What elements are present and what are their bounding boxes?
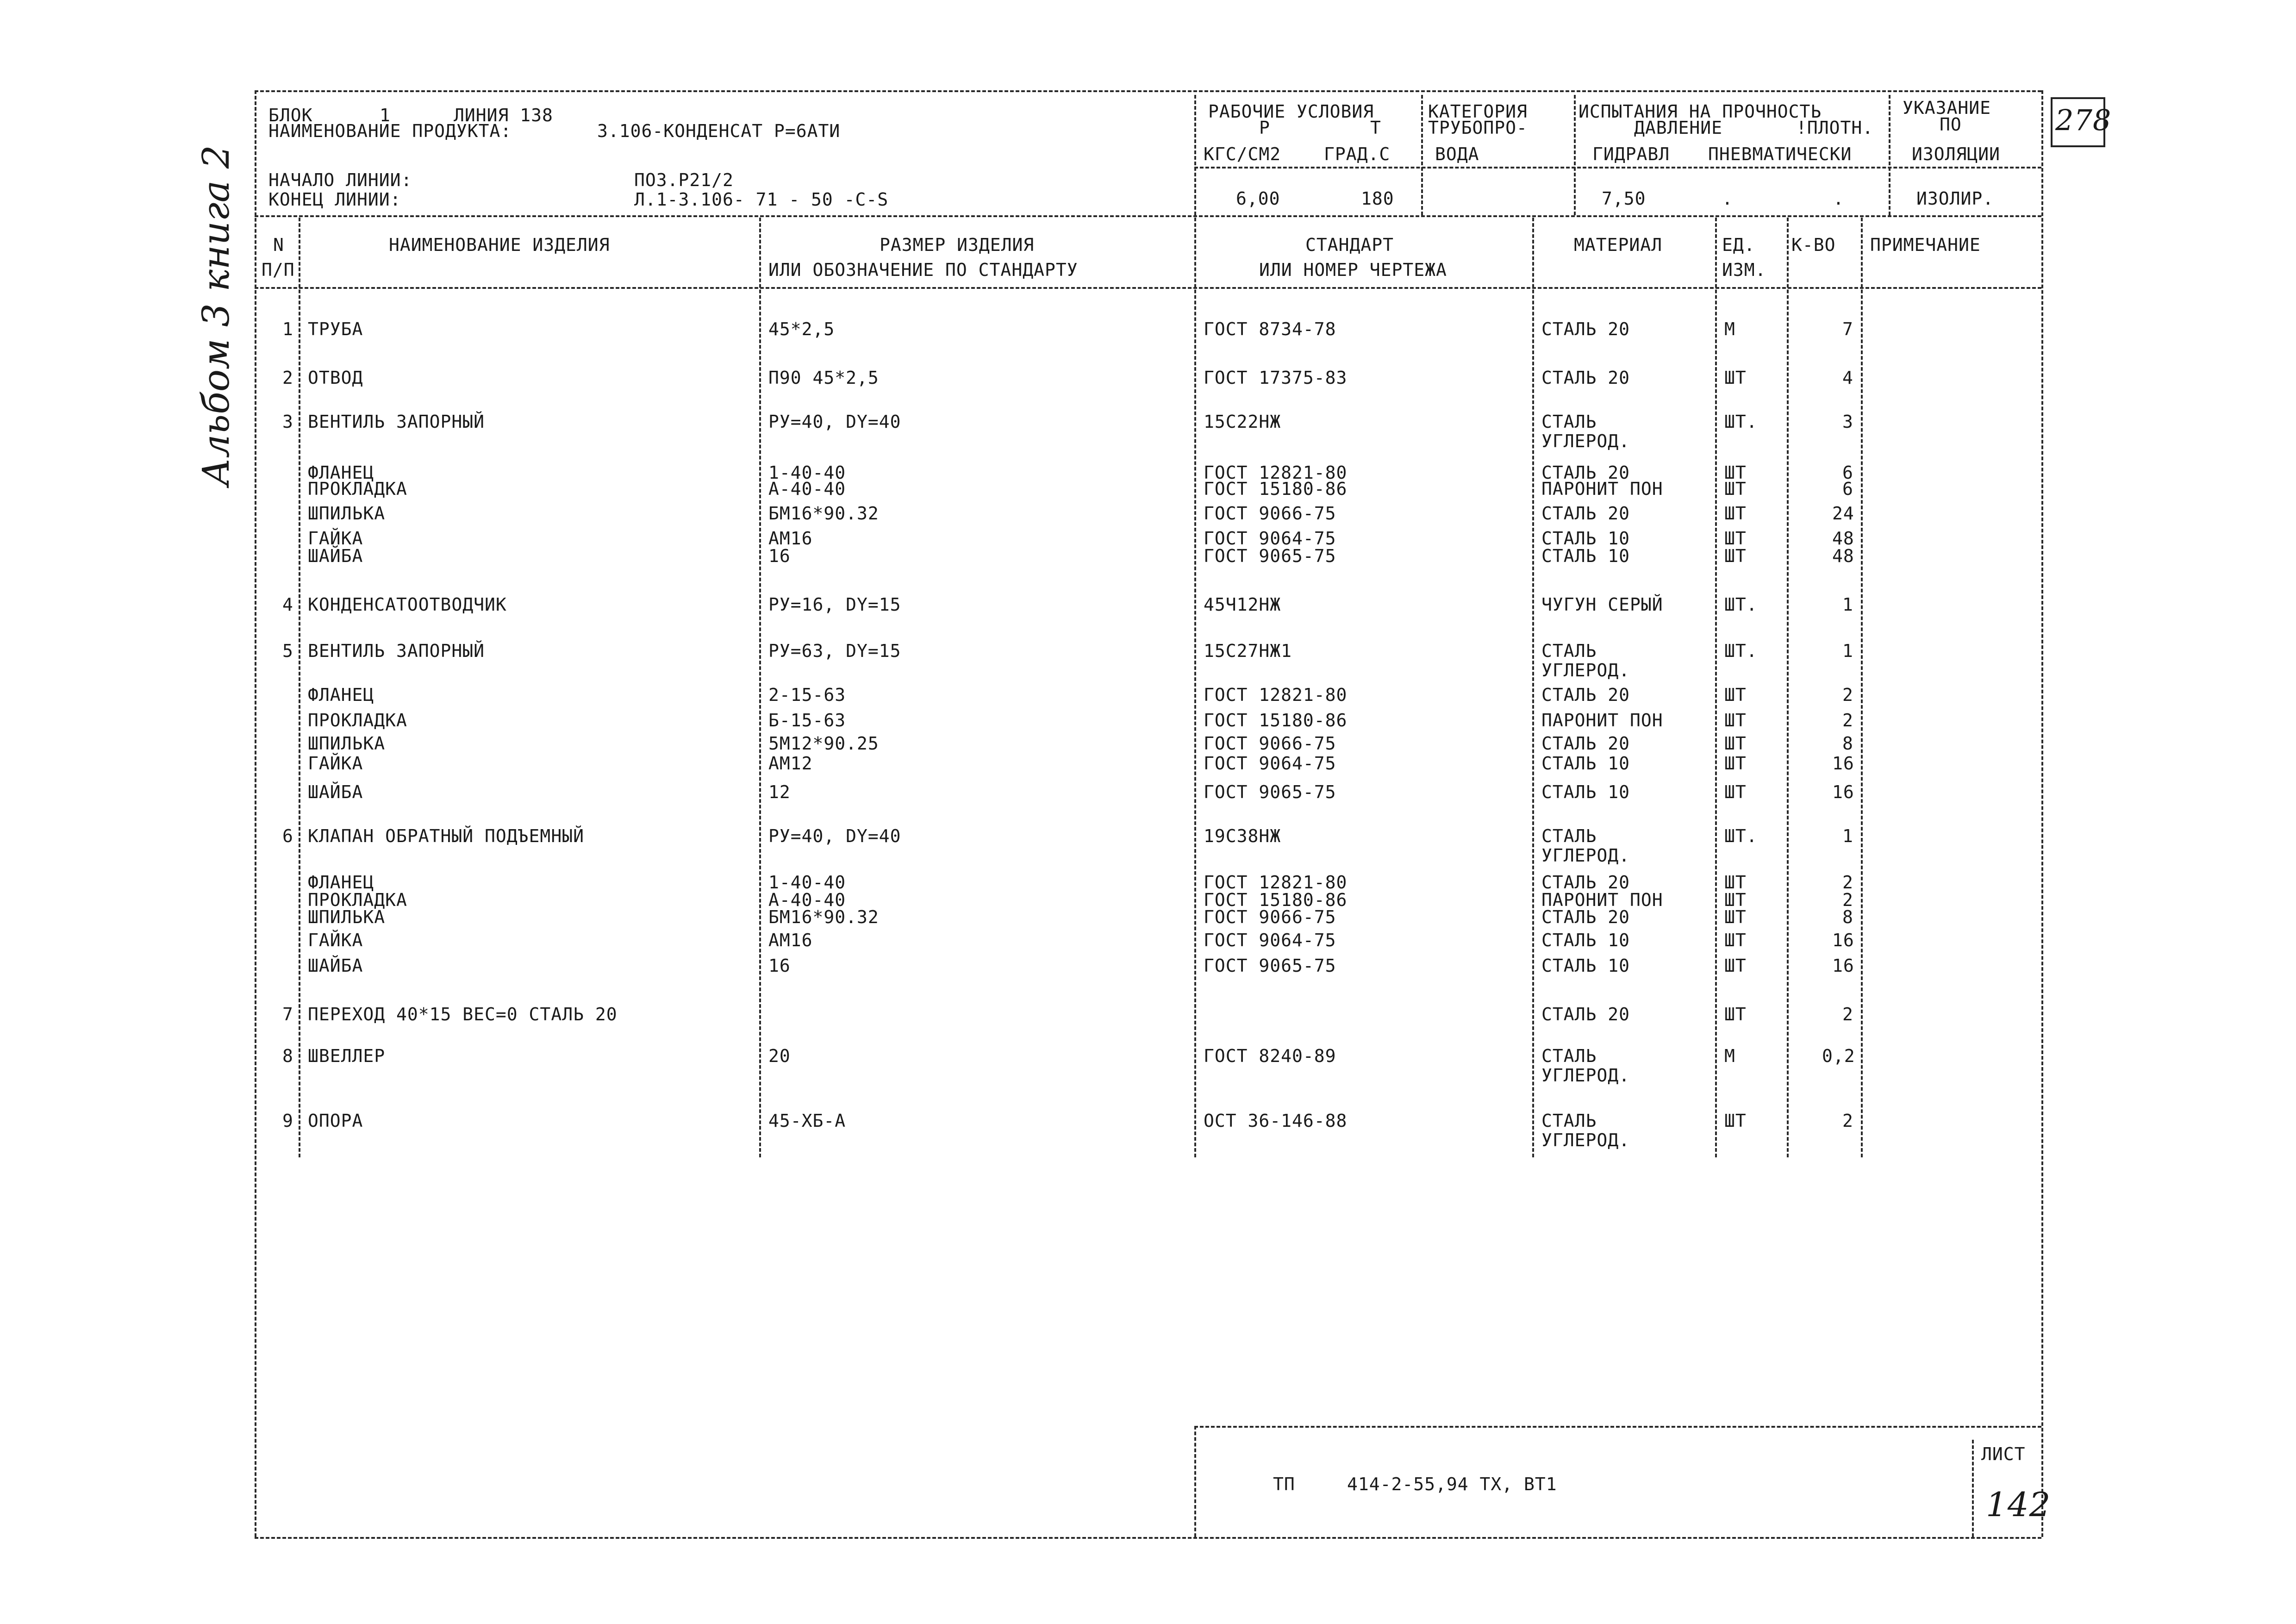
row-num: 6 xyxy=(282,826,293,846)
header-sep-4 xyxy=(1889,95,1890,215)
col-qty: К-ВО xyxy=(1791,235,1836,255)
row-size: Б-15-63 xyxy=(768,710,846,731)
col-num-1: N xyxy=(273,235,284,255)
col-sep-num xyxy=(299,218,300,1157)
row-standard: ГОСТ 9066-75 xyxy=(1204,503,1336,524)
p-value: 6,00 xyxy=(1236,188,1280,209)
product-value: 3.106-КОНДЕНСАТ Р=6АТИ xyxy=(597,121,841,141)
row-unit: ШТ. xyxy=(1724,594,1758,615)
row-standard: ОСТ 36-146-88 xyxy=(1204,1111,1348,1131)
row-name: ТРУБА xyxy=(308,319,363,339)
row-standard: ГОСТ 9066-75 xyxy=(1204,907,1336,927)
row-num: 5 xyxy=(282,641,293,661)
row-size: БМ16*90.32 xyxy=(768,503,879,524)
row-unit: ШТ xyxy=(1724,907,1747,927)
title-block-sheet-sep xyxy=(1972,1440,1974,1537)
row-name: ОТВОД xyxy=(308,368,363,388)
row-standard: 19С38НЖ xyxy=(1204,826,1281,846)
col-note: ПРИМЕЧАНИЕ xyxy=(1870,235,1981,255)
row-standard: ГОСТ 9064-75 xyxy=(1204,753,1336,774)
row-standard: ГОСТ 9064-75 xyxy=(1204,930,1336,950)
row-num: 8 xyxy=(282,1046,293,1066)
row-material: СТАЛЬ 10 xyxy=(1541,528,1630,549)
row-unit: ШТ xyxy=(1724,753,1747,774)
row-num: 7 xyxy=(282,1004,293,1024)
row-name: ШАЙБА xyxy=(308,782,363,802)
row-unit: ШТ xyxy=(1724,872,1747,893)
insul-3: ИЗОЛЯЦИИ xyxy=(1912,144,2001,164)
row-material: СТАЛЬ 20 xyxy=(1541,462,1630,483)
row-name: ШАЙБА xyxy=(308,956,363,976)
row-size: 1-40-40 xyxy=(768,462,846,483)
row-qty: 6 xyxy=(1842,462,1853,483)
row-size: АМ16 xyxy=(768,930,813,950)
col-sep-unit xyxy=(1787,218,1789,1157)
row-size: А-40-40 xyxy=(768,890,846,910)
row-size: РУ=63, DY=15 xyxy=(768,641,901,661)
row-standard: ГОСТ 17375-83 xyxy=(1204,368,1348,388)
line-label: ЛИНИЯ 138 xyxy=(454,105,553,125)
row-size: 45-ХБ-А xyxy=(768,1111,846,1131)
row-qty: 16 xyxy=(1832,782,1854,802)
row-qty: 1 xyxy=(1842,641,1853,661)
row-name: КОНДЕНСАТООТВОДЧИК xyxy=(308,594,507,615)
row-unit: ШТ xyxy=(1724,546,1747,566)
row-qty: 0,2 xyxy=(1822,1046,1855,1066)
row-unit: ШТ xyxy=(1724,782,1747,802)
col-sep-qty xyxy=(1861,218,1863,1157)
row-num: 9 xyxy=(282,1111,293,1131)
row-material: СТАЛЬ 10 xyxy=(1541,956,1630,976)
row-name: ФЛАНЕЦ xyxy=(308,462,374,483)
row-qty: 3 xyxy=(1842,412,1853,432)
row-qty: 24 xyxy=(1832,503,1854,524)
row-qty: 16 xyxy=(1832,753,1854,774)
title-block-left xyxy=(1194,1426,1196,1537)
row-material: ЧУГУН СЕРЫЙ xyxy=(1541,594,1663,615)
row-name: ШАЙБА xyxy=(308,546,363,566)
row-qty: 16 xyxy=(1832,930,1854,950)
row-name: ШВЕЛЛЕР xyxy=(308,1046,386,1066)
row-qty: 2 xyxy=(1842,710,1853,731)
row-material-2: УГЛЕРОД. xyxy=(1541,845,1630,866)
row-name: ПЕРЕХОД 40*15 ВЕС=0 СТАЛЬ 20 xyxy=(308,1004,618,1024)
col-sep-name xyxy=(759,218,761,1157)
row-name: ШПИЛЬКА xyxy=(308,503,386,524)
row-num: 3 xyxy=(282,412,293,432)
row-material: СТАЛЬ 10 xyxy=(1541,753,1630,774)
p-unit: КГС/СМ2 xyxy=(1204,144,1281,164)
row-size: РУ=40, DY=40 xyxy=(768,826,901,846)
row-material: СТАЛЬ 20 xyxy=(1541,872,1630,893)
test-density: !ПЛОТН. xyxy=(1796,118,1874,138)
row-unit: М xyxy=(1724,319,1735,339)
row-num: 1 xyxy=(282,319,293,339)
start-value: ПОЗ.Р21/2 xyxy=(634,170,734,190)
title-block-line xyxy=(1194,1426,2041,1428)
row-size: 12 xyxy=(768,782,791,802)
row-size: БМ16*90.32 xyxy=(768,907,879,927)
row-standard: 15С22НЖ xyxy=(1204,412,1281,432)
insul-1: УКАЗАНИЕ xyxy=(1903,98,1991,118)
row-size: А-40-40 xyxy=(768,479,846,499)
row-material: СТАЛЬ xyxy=(1541,1046,1597,1066)
row-unit: ШТ xyxy=(1724,710,1747,731)
p-label: Р xyxy=(1259,118,1270,138)
col-size-1: РАЗМЕР ИЗДЕЛИЯ xyxy=(880,235,1035,255)
test-density-value: . xyxy=(1833,188,1844,209)
end-label: КОНЕЦ ЛИНИИ: xyxy=(268,189,401,210)
frame-right-line xyxy=(2041,90,2043,1537)
row-unit: ШТ xyxy=(1724,528,1747,549)
row-qty: 48 xyxy=(1832,528,1854,549)
row-standard: 45Ч12НЖ xyxy=(1204,594,1281,615)
doc-prefix: ТП xyxy=(1273,1474,1295,1494)
row-material: СТАЛЬ 20 xyxy=(1541,503,1630,524)
row-standard: ГОСТ 9065-75 xyxy=(1204,546,1336,566)
row-qty: 8 xyxy=(1842,733,1853,754)
col-std-1: СТАНДАРТ xyxy=(1305,235,1394,255)
doc-code: 414-2-55,94 ТХ, ВТ1 xyxy=(1347,1474,1557,1494)
row-unit: ШТ. xyxy=(1724,641,1758,661)
row-name: ШПИЛЬКА xyxy=(308,733,386,754)
category-1: КАТЕГОРИЯ xyxy=(1428,101,1528,122)
row-material-2: УГЛЕРОД. xyxy=(1541,1130,1630,1150)
row-name: ГАЙКА xyxy=(308,930,363,950)
row-qty: 2 xyxy=(1842,685,1853,705)
row-size: П90 45*2,5 xyxy=(768,368,879,388)
row-size: 16 xyxy=(768,546,791,566)
test-pressure: ДАВЛЕНИЕ xyxy=(1634,118,1723,138)
row-unit: М xyxy=(1724,1046,1735,1066)
row-qty: 2 xyxy=(1842,872,1853,893)
row-unit: ШТ xyxy=(1724,733,1747,754)
test-hydro-value: 7,50 xyxy=(1602,188,1646,209)
header-sep-2 xyxy=(1421,95,1423,215)
row-qty: 2 xyxy=(1842,1004,1853,1024)
row-standard: ГОСТ 12821-80 xyxy=(1204,462,1348,483)
block-sep: 1 xyxy=(380,105,391,125)
side-note: Альбом 3 книга 2 xyxy=(194,145,237,486)
row-name: ПРОКЛАДКА xyxy=(308,890,407,910)
header-bottom-line xyxy=(255,215,2041,217)
row-qty: 16 xyxy=(1832,956,1854,976)
frame-left-line xyxy=(255,90,256,1537)
row-qty: 48 xyxy=(1832,546,1854,566)
sheet-number: 142 xyxy=(1986,1485,2051,1524)
work-conditions: РАБОЧИЕ УСЛОВИЯ xyxy=(1208,101,1374,122)
col-material: МАТЕРИАЛ xyxy=(1574,235,1663,255)
row-material-2: УГЛЕРОД. xyxy=(1541,1065,1630,1086)
row-standard: ГОСТ 15180-86 xyxy=(1204,479,1348,499)
row-size: 45*2,5 xyxy=(768,319,835,339)
col-num-2: П/П xyxy=(262,260,295,280)
row-size: 2-15-63 xyxy=(768,685,846,705)
row-material: СТАЛЬ 10 xyxy=(1541,546,1630,566)
row-unit: ШТ xyxy=(1724,1004,1747,1024)
row-standard: 15С27НЖ1 xyxy=(1204,641,1292,661)
row-num: 4 xyxy=(282,594,293,615)
row-num: 2 xyxy=(282,368,293,388)
row-material: ПАРОНИТ ПОН xyxy=(1541,710,1663,731)
insul-2: ПО xyxy=(1940,114,1962,135)
row-name: ГАЙКА xyxy=(308,528,363,549)
row-name: ВЕНТИЛЬ ЗАПОРНЫЙ xyxy=(308,641,485,661)
block-label: БЛОК xyxy=(268,105,313,125)
row-standard: ГОСТ 9065-75 xyxy=(1204,956,1336,976)
row-name: ФЛАНЕЦ xyxy=(308,872,374,893)
row-standard: ГОСТ 15180-86 xyxy=(1204,890,1348,910)
row-unit: ШТ. xyxy=(1724,412,1758,432)
row-material-2: УГЛЕРОД. xyxy=(1541,431,1630,451)
row-material: СТАЛЬ xyxy=(1541,1111,1597,1131)
col-unit-2: ИЗМ. xyxy=(1722,260,1766,280)
row-standard: ГОСТ 9065-75 xyxy=(1204,782,1336,802)
test-pneumo: ПНЕВМАТИЧЕСКИ xyxy=(1708,144,1852,164)
row-material: СТАЛЬ 20 xyxy=(1541,685,1630,705)
test-hydro: ГИДРАВЛ xyxy=(1592,144,1670,164)
header-sep-3 xyxy=(1574,95,1576,215)
row-qty: 6 xyxy=(1842,479,1853,499)
row-unit: ШТ xyxy=(1724,1111,1747,1131)
columns-bottom-line xyxy=(255,287,2041,289)
row-standard: ГОСТ 12821-80 xyxy=(1204,872,1348,893)
row-material: СТАЛЬ 20 xyxy=(1541,1004,1630,1024)
category-3: ВОДА xyxy=(1435,144,1479,164)
row-size: АМ12 xyxy=(768,753,813,774)
row-qty: 1 xyxy=(1842,826,1853,846)
col-sep-size xyxy=(1194,218,1196,1157)
row-material-2: УГЛЕРОД. xyxy=(1541,660,1630,681)
col-sep-std xyxy=(1532,218,1534,1157)
row-unit: ШТ. xyxy=(1724,826,1758,846)
test-title: ИСПЫТАНИЯ НА ПРОЧНОСТЬ xyxy=(1578,101,1822,122)
frame-bottom-line xyxy=(255,1537,2041,1539)
insul-value: ИЗОЛИР. xyxy=(1916,188,1994,209)
t-label: Т xyxy=(1370,118,1381,138)
row-qty: 7 xyxy=(1842,319,1853,339)
row-material: СТАЛЬ xyxy=(1541,412,1597,432)
row-material: СТАЛЬ 20 xyxy=(1541,368,1630,388)
row-qty: 1 xyxy=(1842,594,1853,615)
row-unit: ШТ xyxy=(1724,479,1747,499)
row-name: ВЕНТИЛЬ ЗАПОРНЫЙ xyxy=(308,412,485,432)
row-standard: ГОСТ 12821-80 xyxy=(1204,685,1348,705)
row-qty: 2 xyxy=(1842,1111,1853,1131)
row-standard: ГОСТ 8734-78 xyxy=(1204,319,1336,339)
row-material: СТАЛЬ xyxy=(1541,826,1597,846)
row-name: ГАЙКА xyxy=(308,753,363,774)
row-material: СТАЛЬ 10 xyxy=(1541,930,1630,950)
row-size: 20 xyxy=(768,1046,791,1066)
row-name: ПРОКЛАДКА xyxy=(308,479,407,499)
row-unit: ШТ xyxy=(1724,462,1747,483)
row-unit: ШТ xyxy=(1724,503,1747,524)
row-material: ПАРОНИТ ПОН xyxy=(1541,479,1663,499)
category-2: ТРУБОПРО- xyxy=(1428,118,1528,138)
t-unit: ГРАД.С xyxy=(1324,144,1391,164)
row-name: ОПОРА xyxy=(308,1111,363,1131)
sheet-label: ЛИСТ xyxy=(1981,1444,2026,1464)
row-name: ПРОКЛАДКА xyxy=(308,710,407,731)
row-unit: ШТ xyxy=(1724,685,1747,705)
col-std-2: ИЛИ НОМЕР ЧЕРТЕЖА xyxy=(1259,260,1447,280)
test-pneumo-value: . xyxy=(1722,188,1733,209)
row-name: ФЛАНЕЦ xyxy=(308,685,374,705)
row-name: КЛАПАН ОБРАТНЫЙ ПОДЪЕМНЫЙ xyxy=(308,826,584,846)
row-size: 5М12*90.25 xyxy=(768,733,879,754)
row-material: СТАЛЬ 20 xyxy=(1541,907,1630,927)
header-conditions-line xyxy=(1194,167,2041,169)
row-size: РУ=40, DY=40 xyxy=(768,412,901,432)
product-label: НАИМЕНОВАНИЕ ПРОДУКТА: xyxy=(268,121,512,141)
row-size: РУ=16, DY=15 xyxy=(768,594,901,615)
row-material: СТАЛЬ 20 xyxy=(1541,319,1630,339)
row-unit: ШТ xyxy=(1724,368,1747,388)
start-label: НАЧАЛО ЛИНИИ: xyxy=(268,170,412,190)
row-material: СТАЛЬ 10 xyxy=(1541,782,1630,802)
row-material: СТАЛЬ xyxy=(1541,641,1597,661)
row-standard: ГОСТ 8240-89 xyxy=(1204,1046,1336,1066)
row-size: АМ16 xyxy=(768,528,813,549)
col-unit-1: ЕД. xyxy=(1722,235,1755,255)
row-qty: 8 xyxy=(1842,907,1853,927)
t-value: 180 xyxy=(1361,188,1394,209)
row-standard: ГОСТ 9064-75 xyxy=(1204,528,1336,549)
row-name: ШПИЛЬКА xyxy=(308,907,386,927)
row-unit: ШТ xyxy=(1724,930,1747,950)
row-size: 16 xyxy=(768,956,791,976)
row-unit: ШТ xyxy=(1724,890,1747,910)
row-material: ПАРОНИТ ПОН xyxy=(1541,890,1663,910)
row-standard: ГОСТ 9066-75 xyxy=(1204,733,1336,754)
row-material: СТАЛЬ 20 xyxy=(1541,733,1630,754)
header-sep-1 xyxy=(1194,95,1196,215)
col-sep-mat xyxy=(1715,218,1717,1157)
row-qty: 2 xyxy=(1842,890,1853,910)
corner-sheet-number: 278 xyxy=(2055,103,2112,137)
row-qty: 4 xyxy=(1842,368,1853,388)
col-size-2: ИЛИ ОБОЗНАЧЕНИЕ ПО СТАНДАРТУ xyxy=(768,260,1078,280)
row-size: 1-40-40 xyxy=(768,872,846,893)
frame-top-line xyxy=(255,90,2041,92)
row-standard: ГОСТ 15180-86 xyxy=(1204,710,1348,731)
col-name: НАИМЕНОВАНИЕ ИЗДЕЛИЯ xyxy=(389,235,610,255)
end-value: Л.1-3.106- 71 - 50 -С-S xyxy=(634,189,889,210)
row-unit: ШТ xyxy=(1724,956,1747,976)
